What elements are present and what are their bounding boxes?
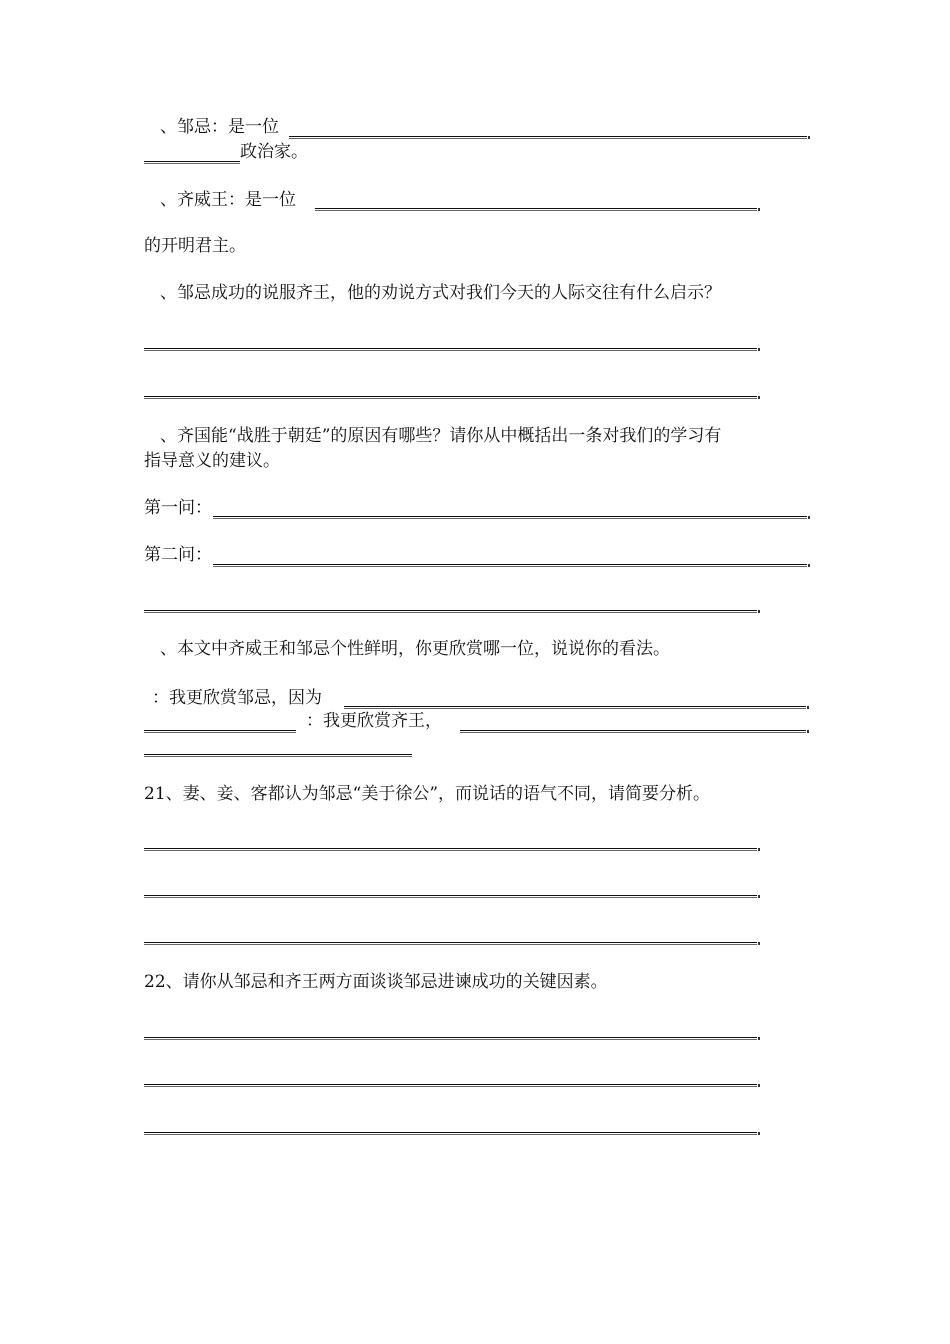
answer-line-prefer-b-2[interactable] (144, 754, 412, 755)
answer-line-21-1[interactable] (144, 848, 757, 849)
answer-line-zouji-1[interactable] (289, 136, 807, 137)
question-qiwei-label: 、齐威王：是一位 (160, 190, 296, 210)
answer-line-21-3[interactable] (144, 942, 757, 943)
question-21: 21、妻、妾、客都认为邹忌“美于徐公”，而说话的语气不同，请简要分析。 (144, 784, 711, 804)
answer-line-victory-first[interactable] (213, 516, 807, 517)
answer-line-qiwei[interactable] (315, 208, 757, 209)
answer-line-22-2[interactable] (144, 1084, 757, 1085)
question-victory-line2: 指导意义的建议。 (144, 451, 280, 471)
question-victory-line1: 、齐国能“战胜于朝廷”的原因有哪些？请你从中概括出一条对我们的学习有 (160, 426, 722, 446)
answer-line-prefer-b-1[interactable] (460, 730, 806, 731)
question-zouji-label: 、邹忌：是一位 (160, 117, 279, 137)
answer-line-victory-second-2[interactable] (144, 610, 757, 611)
question-prefer: 、本文中齐威王和邹忌个性鲜明，你更欣赏哪一位，说说你的看法。 (160, 639, 670, 659)
answer-line-zouji-2[interactable] (144, 161, 240, 162)
question-zouji-suffix: 政治家。 (240, 142, 308, 162)
question-victory-second-label: 第二问： (144, 545, 212, 565)
answer-line-21-2[interactable] (144, 895, 757, 896)
answer-line-persuade-2[interactable] (144, 396, 757, 397)
answer-line-persuade-1[interactable] (144, 348, 757, 349)
question-qiwei-suffix: 的开明君主。 (144, 236, 246, 256)
question-22: 22、请你从邹忌和齐王两方面谈谈邹忌进谏成功的关键因素。 (144, 972, 608, 992)
answer-line-prefer-a-1[interactable] (344, 706, 806, 707)
question-victory-first-label: 第一问： (144, 498, 212, 518)
answer-line-prefer-a-2[interactable] (144, 730, 296, 731)
answer-line-22-3[interactable] (144, 1132, 757, 1133)
question-prefer-a-label: ：我更欣赏邹忌，因为 (152, 688, 322, 708)
answer-line-22-1[interactable] (144, 1037, 757, 1038)
answer-line-victory-second-1[interactable] (213, 564, 807, 565)
question-persuade: 、邹忌成功的说服齐王，他的劝说方式对我们今天的人际交往有什么启示？ (160, 283, 721, 303)
question-prefer-b-label: ：我更欣赏齐王， (306, 711, 442, 731)
